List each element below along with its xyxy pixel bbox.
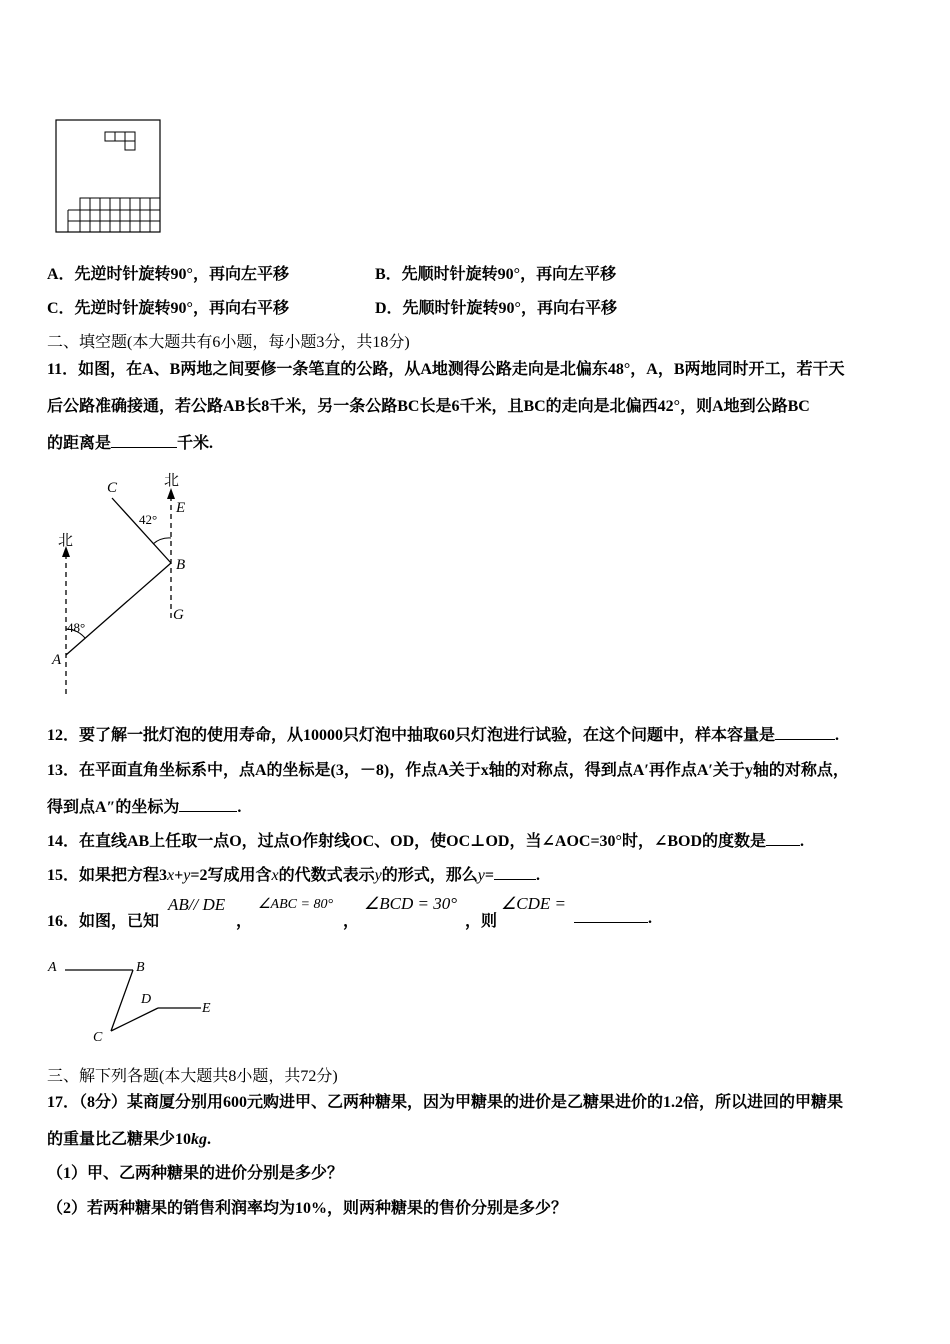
q13-line1: 13．在平面直角坐标系中，点A的坐标是(3，－8)，作点A关于x轴的对称点，得到点A′再作点A′关于y轴的对称点，: [47, 762, 849, 779]
point-label-a: A: [52, 652, 62, 668]
segment-ab: [66, 563, 171, 655]
q13-answer-blank[interactable]: [179, 797, 237, 812]
q16-post: .: [648, 910, 652, 927]
north-label-b: 北: [164, 473, 180, 489]
angle-label-48: 48°: [67, 620, 86, 635]
q16-point-d: D: [141, 992, 152, 1007]
q17-line2-post: .: [207, 1131, 212, 1148]
q15-mid4: 的形式，那么: [381, 867, 478, 884]
q14-answer-blank[interactable]: [766, 831, 800, 846]
point-label-c: C: [107, 480, 118, 496]
q16-expr-ab-parallel-de: AB// DE: [168, 895, 226, 914]
q16-answer-line: [574, 908, 652, 928]
q17-line1: 17．（8分）某商厦分别用600元购进甲、乙两种糖果，因为甲糖果的进价是乙糖果进价的1.2倍，所以进回的甲糖果: [47, 1094, 844, 1111]
north-label-a: 北: [58, 533, 74, 549]
q15-line: [47, 862, 540, 885]
q16-comma2: ，: [343, 913, 360, 930]
q11-line1: 11．如图，在A、B两地之间要修一条笔直的公路，从A地测得公路走向是北偏东48°，A，B两地同时开工，若干天: [47, 361, 845, 378]
q10-bottom-grid: [68, 198, 160, 232]
q15-var-y: y: [183, 867, 191, 884]
q10-option-c: C．先逆时针旋转90°，再向右平移: [47, 300, 289, 317]
section3-title: 三、解下列各题(本大题共8小题，共72分): [47, 1068, 338, 1085]
point-label-g: G: [173, 607, 184, 623]
q16-expr-angle-bcd: ∠BCD = 30°: [364, 894, 458, 913]
q13-line2: [47, 794, 241, 817]
point-label-b: B: [176, 557, 186, 573]
q16-point-a: A: [48, 960, 57, 975]
q15-var-y2: y: [374, 867, 382, 884]
q13-line2-post: .: [237, 799, 242, 816]
q17-line2-pre: 的重量比乙糖果少10: [47, 1131, 192, 1148]
q10-frame: [56, 120, 160, 232]
q12-line: [47, 722, 839, 745]
q16-expr-angle-abc: ∠ABC = 80°: [258, 897, 334, 912]
segment-bc: [112, 498, 171, 563]
q15-post: .: [535, 867, 540, 884]
point-label-e: E: [176, 500, 186, 516]
q16-point-b: B: [136, 960, 145, 975]
q16-answer-blank[interactable]: [574, 908, 648, 923]
q14-post: .: [800, 833, 805, 850]
q11-line2: 后公路准确接通，若公路AB长8千米，另一条公路BC长是6千米，且BC的走向是北偏西42°，则A地到公路BC: [47, 398, 810, 415]
q15-plus: +: [174, 867, 184, 884]
q16-pre: 16．如图，已知: [47, 913, 160, 930]
q15-pre: 15．如果把方程3: [47, 867, 168, 884]
q17-sub1: （1）甲、乙两种糖果的进价分别是多少？: [47, 1165, 344, 1182]
angle-arc-42: [153, 538, 171, 544]
q10-figure: [55, 118, 163, 234]
q15-mid3: 的代数式表示: [278, 867, 375, 884]
q15-answer-blank[interactable]: [494, 865, 536, 880]
q12-post: .: [835, 727, 840, 744]
angle-label-42: 42°: [139, 512, 158, 527]
q16-expr-angle-cde: ∠CDE =: [501, 894, 566, 913]
q14-line: [47, 828, 804, 851]
q11-answer-blank[interactable]: [111, 433, 177, 448]
q16-point-e: E: [202, 1001, 211, 1016]
q15-mid2: =2写成用含: [190, 867, 272, 884]
q12-text: 12．要了解一批灯泡的使用寿命，从10000只灯泡中抽取60只灯泡进行试验，在这个问题中，样本容量是: [47, 727, 776, 744]
q11-line3-post: 千米.: [177, 435, 214, 452]
q13-line2-pre: 得到点A″的坐标为: [47, 799, 180, 816]
section2-title: 二、填空题(本大题共有6小题，每小题3分，共18分): [47, 334, 410, 351]
north-arrow-b-icon: [167, 488, 175, 499]
q11-line3: [47, 430, 213, 453]
q17-unit: kg: [191, 1131, 208, 1148]
q16-figure: [45, 955, 225, 1047]
q15-eq: =: [484, 867, 494, 884]
q17-line2: [47, 1126, 211, 1149]
q12-answer-blank[interactable]: [775, 725, 835, 740]
q10-option-d: D．先顺时针旋转90°，再向右平移: [375, 300, 617, 317]
q16-then: ，则: [465, 913, 498, 930]
q11-figure: [45, 466, 205, 698]
q15-var-x: x: [167, 867, 175, 884]
q10-small-piece: [105, 132, 135, 150]
q10-option-b: B．先顺时针旋转90°，再向左平移: [375, 266, 617, 283]
q15-var-x2: x: [271, 867, 279, 884]
q16-comma1: ，: [236, 913, 253, 930]
q14-text: 14．在直线AB上任取一点O，过点O作射线OC、OD，使OC⊥OD，当∠AOC=30°时，∠BOD的度数是: [47, 833, 767, 850]
q17-sub2: （2）若两种糖果的销售利润率均为10%，则两种糖果的售价分别是多少？: [47, 1200, 568, 1217]
q16-point-c: C: [93, 1030, 103, 1045]
q15-var-y3: y: [477, 867, 485, 884]
q10-option-a: A．先逆时针旋转90°，再向左平移: [47, 266, 289, 283]
q11-line3-pre: 的距离是: [47, 435, 112, 452]
